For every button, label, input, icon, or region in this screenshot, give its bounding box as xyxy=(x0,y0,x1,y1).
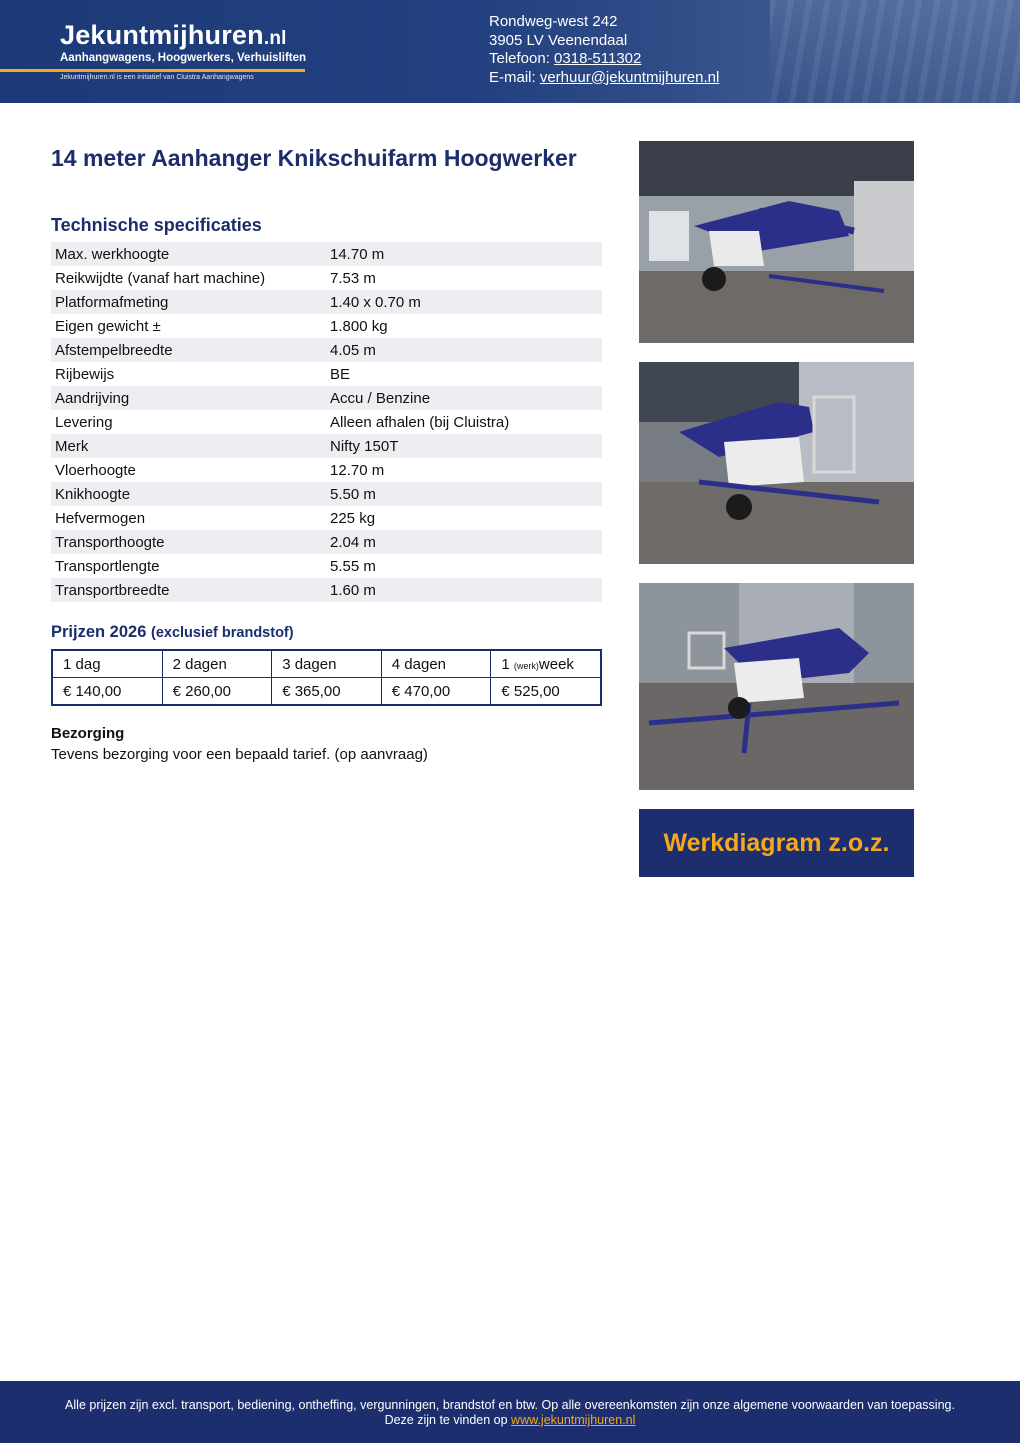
spec-label: Vloerhoogte xyxy=(55,461,136,479)
price-cell: € 260,00 xyxy=(162,678,272,706)
spec-value: 1.800 kg xyxy=(330,317,388,335)
prices-heading xyxy=(51,623,294,642)
spec-label: Knikhoogte xyxy=(51,482,326,506)
spec-value: 1.40 x 0.70 m xyxy=(326,290,602,314)
werkdiagram-button[interactable]: Werkdiagram z.o.z. xyxy=(639,809,914,877)
spec-value: 5.55 m xyxy=(330,557,376,575)
spec-label: Levering xyxy=(55,413,113,431)
prices-table xyxy=(51,649,602,706)
phone-row xyxy=(489,50,719,69)
period-cell: 2 dagen xyxy=(162,650,272,678)
spec-value: 14.70 m xyxy=(326,242,602,266)
footer-disclaimer: Alle prijzen zijn excl. transport, bediening, ontheffing, vergunningen, brandstof en btw. Op alle overeenkomsten zijn onze algemene voorwaarden van toepassing. xyxy=(65,1398,955,1412)
price-cell: € 470,00 xyxy=(381,678,491,706)
spec-row xyxy=(51,506,602,530)
spec-row xyxy=(51,314,602,338)
spec-label: Eigen gewicht ± xyxy=(55,317,161,335)
spec-row xyxy=(51,458,602,482)
spec-label: Transportbreedte xyxy=(51,578,326,602)
footer-link-row xyxy=(0,1413,1020,1427)
logo-tld: .nl xyxy=(263,28,287,49)
spec-row xyxy=(51,242,602,266)
address-line-2: 3905 LV Veenendaal xyxy=(489,31,628,49)
period-cell: 1 dag xyxy=(52,650,162,678)
spec-row xyxy=(51,266,602,290)
spec-row xyxy=(51,290,602,314)
footer-website-link[interactable]: www.jekuntmijhuren.nl xyxy=(511,1413,636,1427)
spec-row xyxy=(51,410,602,434)
spec-value: Nifty 150T xyxy=(326,434,602,458)
spec-value: 7.53 m xyxy=(330,269,376,287)
spec-row xyxy=(51,362,602,386)
logo[interactable] xyxy=(60,20,287,51)
spec-row xyxy=(51,482,602,506)
spec-label: Platformafmeting xyxy=(51,290,326,314)
spec-value: Alleen afhalen (bij Cluistra) xyxy=(330,413,510,431)
spec-label: Afstempelbreedte xyxy=(51,338,326,362)
page-title: 14 meter Aanhanger Knikschuifarm Hoogwerker xyxy=(51,145,577,171)
spec-label: Hefvermogen xyxy=(55,509,146,527)
spec-row xyxy=(51,338,602,362)
spec-value: 5.50 m xyxy=(326,482,602,506)
phone-link[interactable]: 0318-511302 xyxy=(554,50,642,67)
bezorging-text: Tevens bezorging voor een bepaald tarief. (op aanvraag) xyxy=(51,746,428,763)
specs-heading: Technische specificaties xyxy=(51,215,262,235)
address-line-1: Rondweg-west 242 xyxy=(489,13,618,30)
logo-tagline: Aanhangwagens, Hoogwerkers, Verhuisliften xyxy=(60,52,307,64)
spec-label: Reikwijdte (vanaf hart machine) xyxy=(55,269,266,287)
week-small: (werk) xyxy=(513,660,539,671)
spec-label: Merk xyxy=(51,434,326,458)
spec-value: 225 kg xyxy=(330,509,376,527)
product-photo-2 xyxy=(639,362,914,564)
spec-value: 12.70 m xyxy=(330,461,385,479)
spec-row xyxy=(51,434,602,458)
specs-table xyxy=(51,242,602,602)
bezorging-title: Bezorging xyxy=(51,725,125,742)
spec-row xyxy=(51,386,602,410)
spec-label: Rijbewijs xyxy=(55,365,115,383)
logo-small-text: Jekuntmijhuren.nl is een initiatief van Cluistra Aanhangwagens xyxy=(60,74,254,81)
spec-value: Accu / Benzine xyxy=(326,386,602,410)
email-row xyxy=(489,69,719,88)
price-cell: € 365,00 xyxy=(272,678,382,706)
spec-value: 1.60 m xyxy=(326,578,602,602)
period-cell-week xyxy=(491,650,601,678)
spec-row xyxy=(51,578,602,602)
prices-header-row xyxy=(52,650,601,678)
product-photo-3 xyxy=(639,583,914,790)
phone-label: Telefoon: xyxy=(489,50,555,67)
spec-value: 2.04 m xyxy=(326,530,602,554)
prices-amount-row xyxy=(52,678,601,706)
spec-row xyxy=(51,530,602,554)
contact-block xyxy=(489,13,719,87)
spec-label: Transporthoogte xyxy=(51,530,326,554)
page-header xyxy=(0,0,1020,103)
footer-link-prefix: Deze zijn te vinden op xyxy=(384,1413,512,1427)
price-cell: € 140,00 xyxy=(52,678,162,706)
header-photo xyxy=(770,0,1020,103)
spec-value: 4.05 m xyxy=(326,338,602,362)
logo-divider xyxy=(0,69,305,72)
period-cell: 4 dagen xyxy=(381,650,491,678)
period-cell: 3 dagen xyxy=(272,650,382,678)
spec-label: Max. werkhoogte xyxy=(51,242,326,266)
week-suffix: week xyxy=(538,655,574,673)
prices-heading-title: Prijzen 2026 xyxy=(51,623,147,641)
price-cell: € 525,00 xyxy=(491,678,601,706)
logo-name: Jekuntmijhuren xyxy=(60,20,264,50)
spec-label: Transportlengte xyxy=(55,557,160,575)
prices-heading-note: (exclusief brandstof) xyxy=(150,625,294,641)
email-link[interactable]: verhuur@jekuntmijhuren.nl xyxy=(539,68,720,86)
product-photo-1 xyxy=(639,141,914,343)
page-footer xyxy=(0,1381,1020,1443)
spec-value: BE xyxy=(330,365,351,383)
spec-label: Aandrijving xyxy=(51,386,326,410)
spec-row xyxy=(51,554,602,578)
email-label: E-mail: xyxy=(489,68,540,86)
week-prefix: 1 xyxy=(501,655,514,673)
